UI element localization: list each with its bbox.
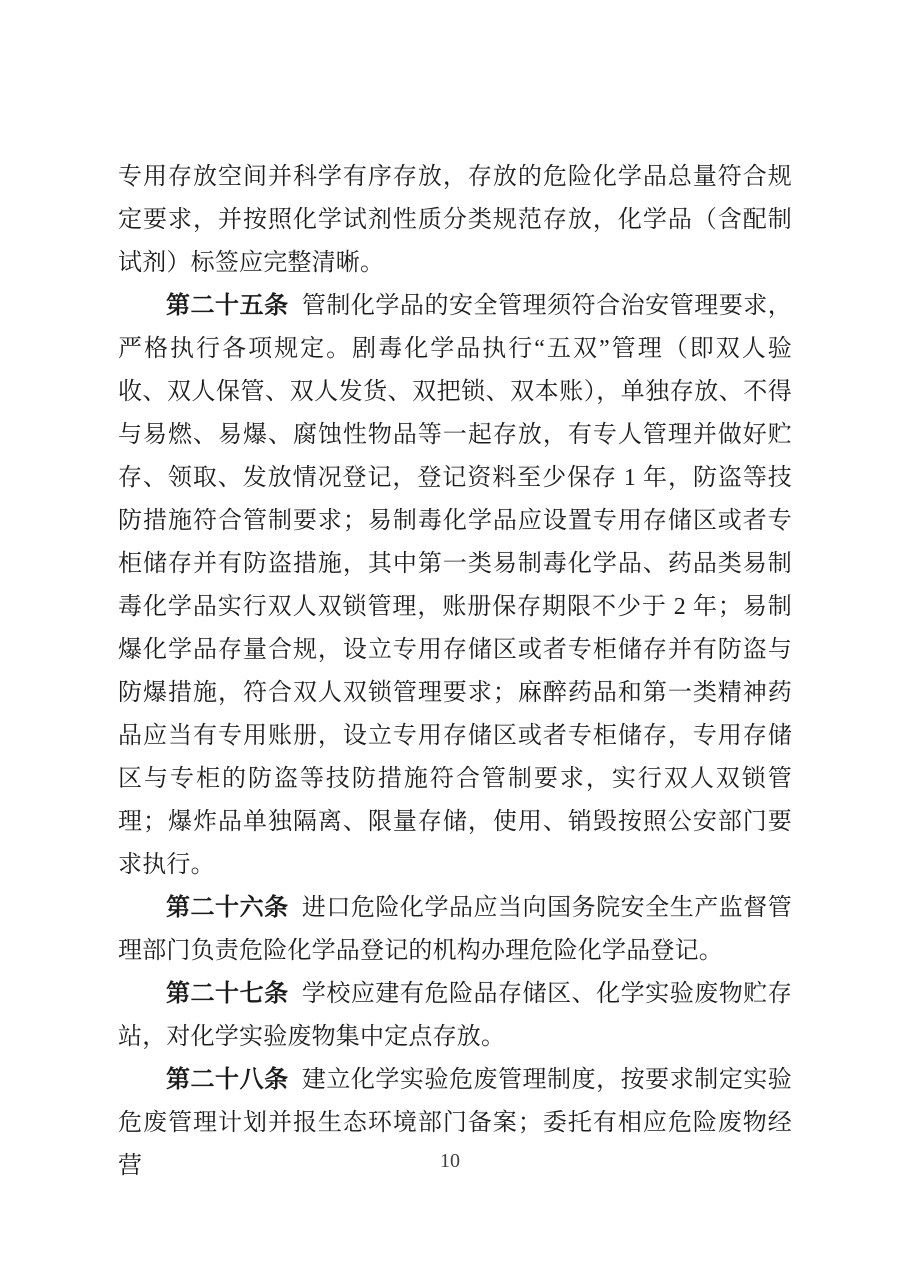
paragraph-text: 建立化学实验危废管理制度，按要求制定实验危废管理计划并报生态环境部门备案；委托有相应危险废物经营 [118,1067,793,1179]
article-number: 第二十五条 [166,293,289,319]
paragraph-text: 专用存放空间并科学有序存放，存放的危险化学品总量符合规定要求，并按照化学试剂性质分类规范存放，化学品（含配制试剂）标签应完整清晰。 [118,164,792,276]
paragraph-text: 学校应建有危险品存储区、化学实验废物贮存站，对化学实验废物集中定点存放。 [118,981,793,1050]
paragraph [118,973,792,1059]
page-footer [0,1150,900,1173]
paragraph [118,156,792,285]
paragraph [118,285,792,887]
article-number: 第二十八条 [166,1067,289,1093]
paragraph-text: 进口危险化学品应当向国务院安全生产监督管理部门负责危险化学品登记的机构办理危险化学品登记。 [118,895,793,964]
article-number: 第二十六条 [166,895,289,921]
paragraph [118,887,792,973]
paragraph-text: 管制化学品的安全管理须符合治安管理要求，严格执行各项规定。剧毒化学品执行“五双”管理（即双人验收、双人保管、双人发货、双把锁、双本账），单独存放、不得与易燃、易爆、腐蚀性物品等一起存放，有专人管理并做好贮存、领取、发放情况登记，登记资料至少保存 1 年，防盗等技防措施符合管制要求；易制毒化学品应设置专用存储区或者专柜储存并有防盗措施，其中第一类易制毒化学品、药品类易制毒化学品实行双人双锁管理，账册保存期限不少于 2 年；易制爆化学品存量合规，设立专用存储区或者专柜储存并有防盗与防爆措施，符合双人双锁管理要求；麻醉药品和第一类精神药品应当有专用账册，设立专用存储区或者专柜储存，专用存储区与专柜的防盗等技防措施符合管制要求，实行双人双锁管理；爆炸品单独隔离、限量存储，使用、销毁按照公安部门要求执行。 [118,293,793,878]
article-number: 第二十七条 [166,981,289,1007]
page-number: 10 [440,1150,460,1172]
document-content [118,156,792,1188]
